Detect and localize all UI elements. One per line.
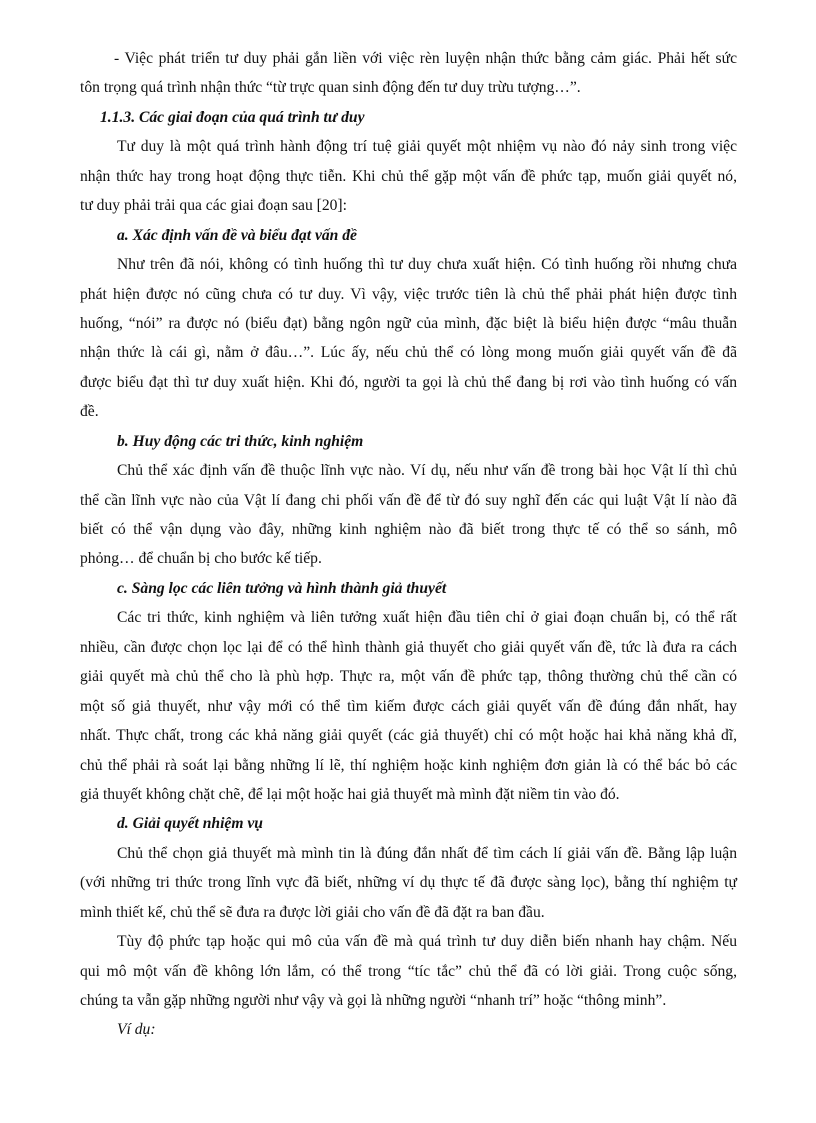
text-line: chúng ta vẫn gặp những người như vậy và gọi là những người “nhanh trí” hoặc “thông minh”. xyxy=(80,992,667,1009)
text-line: giả thuyết không chặt chẽ, để lại một hoặc hai giả thuyết mà mình đặt niềm tin vào đó. xyxy=(80,785,620,803)
text-line: chủ thể phải rà soát lại bằng những lí lẽ, thí nghiệm hoặc kinh nghiệm đơn giản là có thể bác bỏ các xyxy=(80,756,737,774)
text-line: Chủ thể xác định vấn đề thuộc lĩnh vực nào. Ví dụ, nếu như vấn đề trong bài học Vật lí thì chủ xyxy=(117,462,737,480)
text-line: giải quyết mà chủ thể cho là phù hợp. Thực ra, một vấn đề phức tạp, thông thường chủ thể cần có xyxy=(80,668,737,686)
section-heading: 1.1.3. Các giai đoạn của quá trình tư duy xyxy=(100,108,365,126)
subsection-heading: b. Huy động các tri thức, kinh nghiệm xyxy=(117,432,364,450)
subsection-heading: d. Giải quyết nhiệm vụ xyxy=(117,815,263,833)
text-line: Các tri thức, kinh nghiệm và liên tưởng xuất hiện đầu tiên chỉ ở giai đoạn chuẩn bị, có thể rất xyxy=(117,609,737,627)
text-line: Như trên đã nói, không có tình huống thì tư duy chưa xuất hiện. Có tình huống rồi nhưng chưa xyxy=(117,256,737,274)
text-line: biết có thể vận dụng vào đây, những kinh nghiệm nào đã biết trong thực tế có thể so sánh, mô xyxy=(80,521,737,538)
text-line: thể cần lĩnh vực nào của Vật lí đang chi phối vấn đề để từ đó suy nghĩ đến các qui luật Vật lí nào đã xyxy=(80,491,737,509)
subsection-heading: c. Sàng lọc các liên tưởng và hình thành giả thuyết xyxy=(117,579,447,597)
text-line: một số giả thuyết, như vậy mới có thể tìm kiếm được cách giải quyết vấn đề đúng đắn nhất, hay xyxy=(80,697,737,715)
text-line: tư duy phải trải qua các giai đoạn sau [20]: xyxy=(80,197,347,215)
text-line: được biểu đạt thì tư duy xuất hiện. Khi đó, người ta gọi là chủ thể đang bị rơi vào tình huống có vấn xyxy=(80,373,737,391)
paragraph xyxy=(80,132,737,220)
paragraph xyxy=(80,250,737,427)
text-line: nhiều, cần được chọn lọc lại để có thể hình thành giả thuyết cho giải quyết vấn đề, tức là đưa ra cách xyxy=(80,638,737,656)
text-line: huống, “nói” ra được nó (biểu đạt) bằng ngôn ngữ của mình, đặc biệt là biểu hiện được “mâu thuẫn xyxy=(80,314,737,332)
text-line: qui mô một vấn đề không lớn lắm, có thể trong “tíc tắc” chủ thể đã có lời giải. Trong cuộc sống, xyxy=(80,962,737,980)
text-line: nhất. Thực chất, trong các khả năng giải quyết (các giả thuyết) chỉ có một hoặc hai khả năng khả dĩ, xyxy=(80,727,737,745)
text-line: nhận thức là cái gì, nằm ở đâu…”. Lúc ấy, nếu chủ thể có lòng mong muốn giải quyết vấn đề đã xyxy=(80,344,737,362)
text-line: Tùy độ phức tạp hoặc qui mô của vấn đề mà quá trình tư duy diễn biến nhanh hay chậm. Nếu xyxy=(117,933,737,951)
text-line: phát hiện được nó cũng chưa có tư duy. Vì vậy, việc trước tiên là chủ thể phải phát hiện được tình xyxy=(80,285,737,303)
text-line: phỏng… để chuẩn bị cho bước kế tiếp. xyxy=(80,550,322,568)
example-label: Ví dụ: xyxy=(117,1021,156,1039)
paragraph xyxy=(80,927,737,1015)
paragraph xyxy=(80,44,737,103)
document-page xyxy=(80,44,737,1045)
paragraph xyxy=(80,839,737,927)
text-line: nhận thức hay trong hoạt động thực tiễn. Khi chủ thể gặp một vấn đề phức tạp, muốn giải quyết nó, xyxy=(80,167,737,185)
text-line: mình thiết kế, chủ thể sẽ đưa ra được lời giải cho vấn đề đã đặt ra ban đầu. xyxy=(80,903,545,921)
text-line: Tư duy là một quá trình hành động trí tuệ giải quyết một nhiệm vụ nào đó nảy sinh trong việc xyxy=(117,138,737,156)
text-line: đề. xyxy=(80,403,99,421)
paragraph xyxy=(80,603,737,809)
text-line: (với những tri thức trong lĩnh vực đã biết, những ví dụ thực tế đã được sàng lọc), bằng thí nghiệm tự xyxy=(80,874,737,892)
text-line: tôn trọng quá trình nhận thức “từ trực quan sinh động đến tư duy trừu tượng…”. xyxy=(80,79,581,97)
text-line: - Việc phát triển tư duy phải gắn liền với việc rèn luyện nhận thức bằng cảm giác. Phải hết sức xyxy=(114,50,737,67)
text-line: Chủ thể chọn giả thuyết mà mình tin là đúng đắn nhất để tìm cách lí giải vấn đề. Bằng lập luận xyxy=(117,844,737,862)
subsection-heading: a. Xác định vấn đề và biểu đạt vấn đề xyxy=(117,226,357,244)
paragraph xyxy=(80,456,737,574)
